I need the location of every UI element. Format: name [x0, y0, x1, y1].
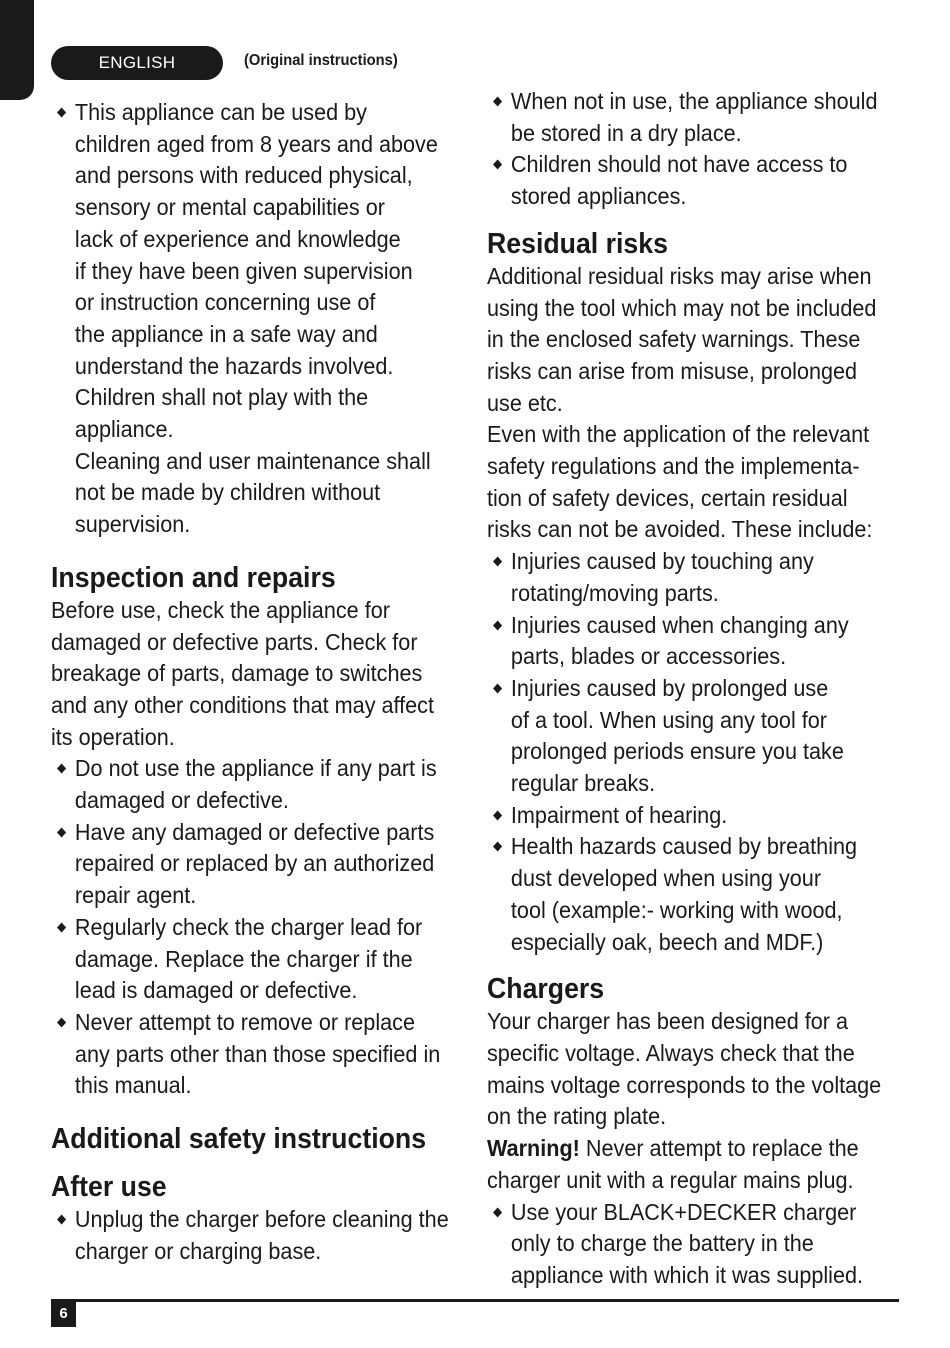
- text-line: especially oak, beech and MDF.): [510, 928, 824, 955]
- bullet-diamond-icon: [57, 1215, 66, 1225]
- chargers-paragraph: [487, 1006, 907, 1133]
- list-item: [487, 673, 907, 800]
- text-line: on the rating plate.: [487, 1103, 667, 1130]
- text-line: Additional residual risks may arise when: [487, 262, 872, 289]
- text-line: Your charger has been designed for a: [487, 1008, 848, 1035]
- footer-rule: [51, 1299, 899, 1302]
- text-line: the appliance in a safe way and: [74, 320, 378, 347]
- warning-label: Warning!: [487, 1135, 580, 1162]
- text-line: This appliance can be used by: [74, 99, 367, 125]
- text-line: Before use, check the appliance for: [51, 596, 390, 623]
- text-line: Never attempt to remove or replace: [74, 1008, 415, 1035]
- after-use-heading: After use: [51, 1171, 167, 1204]
- text-line: tool (example:- working with wood,: [510, 896, 843, 923]
- after-use-bullet-list: [51, 1204, 471, 1267]
- list-item: [51, 753, 471, 816]
- text-line: this manual.: [74, 1072, 192, 1099]
- text-line: parts, blades or accessories.: [510, 643, 787, 670]
- text-line: if they have been given supervision: [74, 257, 413, 284]
- text-line: use etc.: [487, 389, 563, 416]
- text-line: stored appliances.: [510, 183, 687, 210]
- text-line: damaged or defective.: [74, 787, 289, 814]
- text-line: Cleaning and user maintenance shall: [74, 447, 431, 474]
- bullet-diamond-icon: [57, 108, 66, 118]
- list-item: [487, 86, 907, 149]
- text-line: appliance.: [74, 416, 174, 443]
- text-line: charger or charging base.: [74, 1237, 322, 1264]
- text-line: rotating/moving parts.: [510, 579, 719, 606]
- text-line: and persons with reduced physical,: [74, 162, 413, 189]
- bullet-diamond-icon: [493, 842, 502, 852]
- page-number: 6: [51, 1300, 76, 1327]
- text-line: in the enclosed safety warnings. These: [487, 326, 861, 353]
- residual-bullet-list: [487, 546, 907, 958]
- text-line: Children shall not play with the: [74, 384, 369, 411]
- text-line: only to charge the battery in the: [510, 1230, 814, 1257]
- text-line: children aged from 8 years and above: [74, 130, 438, 157]
- list-item: [487, 1197, 907, 1292]
- text-line: damaged or defective parts. Check for: [51, 628, 418, 655]
- text-line: [487, 1133, 907, 1165]
- text-line: Impairment of hearing.: [510, 801, 728, 828]
- text-line: damage. Replace the charger if the: [74, 945, 413, 972]
- bullet-diamond-icon: [493, 160, 502, 170]
- text-line: understand the hazards involved.: [74, 352, 394, 379]
- warning-paragraph: [487, 1133, 907, 1196]
- text-line: Injuries caused by touching any: [510, 548, 814, 575]
- text-line: supervision.: [74, 511, 191, 538]
- corner-tab: [0, 0, 34, 100]
- bullet-diamond-icon: [493, 97, 502, 107]
- residual-risks-heading: Residual risks: [487, 227, 668, 260]
- text-line: any parts other than those specified in: [74, 1040, 441, 1067]
- bullet-diamond-icon: [493, 684, 502, 694]
- list-item: [487, 831, 907, 958]
- bullet-diamond-icon: [57, 1018, 66, 1028]
- text-line: appliance with which it was supplied.: [510, 1261, 864, 1288]
- text-line: sensory or mental capabilities or: [74, 194, 385, 221]
- text-line: repaired or replaced by an authorized: [74, 850, 435, 877]
- inspection-bullet-list: [51, 753, 471, 1102]
- bullet-diamond-icon: [57, 764, 66, 774]
- text-line: Injuries caused when changing any: [510, 611, 849, 638]
- bullet-diamond-icon: [493, 810, 502, 820]
- intro-bullet-list: [51, 97, 471, 541]
- text-line: its operation.: [51, 723, 175, 750]
- text-line: Injuries caused by prolonged use: [510, 674, 829, 701]
- text-line: Children should not have access to: [510, 151, 848, 178]
- list-item: [51, 97, 471, 541]
- text-line: Regularly check the charger lead for: [74, 913, 423, 940]
- text-line: prolonged periods ensure you take: [510, 738, 844, 765]
- text-line: of a tool. When using any tool for: [510, 706, 827, 733]
- inspection-paragraph: [51, 595, 471, 754]
- chargers-bullet-list: [487, 1197, 907, 1292]
- text-line: mains voltage corresponds to the voltage: [487, 1071, 882, 1098]
- text-line: breakage of parts, damage to switches: [51, 660, 423, 687]
- left-column: [51, 97, 471, 1268]
- text-line: When not in use, the appliance should: [510, 88, 878, 114]
- text-line: safety regulations and the implementa-: [487, 453, 860, 480]
- storage-bullet-list: [487, 86, 907, 213]
- text-line: or instruction concerning use of: [74, 289, 376, 316]
- bullet-diamond-icon: [57, 922, 66, 932]
- list-item: [487, 149, 907, 212]
- text-line: specific voltage. Always check that the: [487, 1039, 855, 1066]
- text-line: Use your BLACK+DECKER charger: [510, 1198, 857, 1225]
- text-line: Have any damaged or defective parts: [74, 818, 435, 845]
- text-line: Health hazards caused by breathing: [510, 833, 858, 860]
- additional-safety-heading: Additional safety instructions: [51, 1123, 427, 1156]
- chargers-heading: Chargers: [487, 973, 605, 1006]
- text-line: Even with the application of the relevant: [487, 421, 870, 448]
- bullet-diamond-icon: [493, 620, 502, 630]
- text-line: Do not use the appliance if any part is: [74, 755, 437, 782]
- text-line: lead is damaged or defective.: [74, 977, 358, 1004]
- language-label: ENGLISH: [51, 46, 223, 80]
- text-line: repair agent.: [74, 882, 197, 909]
- list-item: [487, 546, 907, 609]
- list-item: [51, 1204, 471, 1267]
- text-line: risks can not be avoided. These include:: [487, 516, 873, 543]
- bullet-diamond-icon: [57, 827, 66, 837]
- residual-paragraph-1: [487, 261, 907, 420]
- right-column: [487, 86, 907, 1292]
- text-line: regular breaks.: [510, 770, 656, 797]
- text-line: lack of experience and knowledge: [74, 225, 401, 252]
- list-item: [51, 817, 471, 912]
- original-instructions-note: (Original instructions): [244, 52, 398, 69]
- bullet-diamond-icon: [493, 557, 502, 567]
- text-line: using the tool which may not be included: [487, 294, 877, 321]
- text-line: be stored in a dry place.: [510, 119, 742, 146]
- text-line: tion of safety devices, certain residual: [487, 484, 848, 511]
- text-line: and any other conditions that may affect: [51, 691, 435, 718]
- residual-paragraph-2: [487, 419, 907, 546]
- warning-text: Never attempt to replace the: [579, 1135, 859, 1162]
- text-line: charger unit with a regular mains plug.: [487, 1166, 854, 1193]
- text-line: not be made by children without: [74, 479, 381, 506]
- text-line: risks can arise from misuse, prolonged: [487, 357, 858, 384]
- text-line: dust developed when using your: [510, 865, 822, 892]
- list-item: [487, 800, 907, 832]
- text-line: Unplug the charger before cleaning the: [74, 1206, 449, 1233]
- inspection-heading: Inspection and repairs: [51, 561, 336, 594]
- list-item: [487, 610, 907, 673]
- list-item: [51, 1007, 471, 1102]
- bullet-diamond-icon: [493, 1207, 502, 1217]
- list-item: [51, 912, 471, 1007]
